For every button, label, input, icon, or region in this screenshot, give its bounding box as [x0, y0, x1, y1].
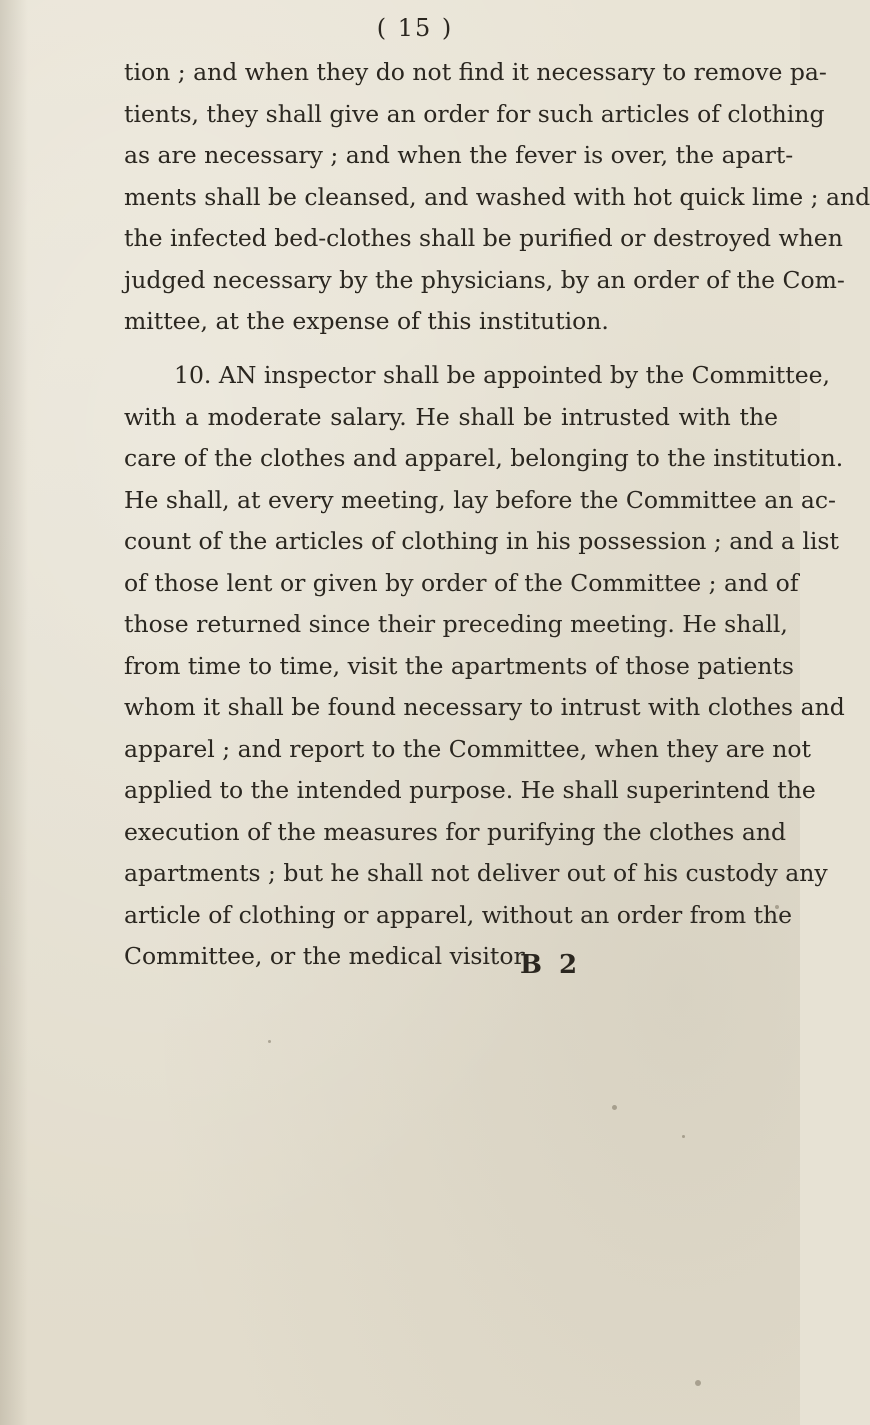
paper-speck [682, 1135, 685, 1138]
text-line: apartments ; but he shall not deliver out of his custody any [124, 859, 828, 887]
text-line: execution of the measures for purifying the clothes and [124, 817, 787, 846]
text-line: of those lent or given by order of the Committee ; and of [124, 568, 799, 597]
paragraph-continuation [124, 52, 870, 343]
paper-speck [775, 905, 779, 909]
text-line: 10. AN inspector shall be appointed by the Committee, [174, 361, 830, 389]
text-line: tion ; and when they do not find it necessary to remove pa- [124, 58, 827, 86]
text-line: Committee, or the medical visitor. [124, 942, 530, 970]
text-line: tients, they shall give an order for such articles of clothing [124, 99, 825, 128]
text-line: with a moderate salary. He shall be intrusted with the [124, 402, 778, 431]
text-line: mittee, at the expense of this institution. [124, 307, 609, 335]
page-number: ( 15 ) [376, 14, 454, 42]
text-line: applied to the intended purpose. He shall superintend the [124, 776, 816, 804]
text-line: whom it shall be found necessary to intrust with clothes and [124, 693, 845, 721]
text-line: apparel ; and report to the Committee, when they are not [124, 734, 811, 763]
text-line: as are necessary ; and when the fever is over, the apart- [124, 141, 794, 169]
text-line: article of clothing or apparel, without an order from the [124, 900, 793, 929]
text-line: count of the articles of clothing in his possession ; and a list [124, 527, 839, 555]
text-line: ments shall be cleansed, and washed with hot quick lime ; and [124, 182, 870, 211]
text-line: from time to time, visit the apartments of those patients [124, 651, 794, 680]
page-gutter-shadow [0, 0, 28, 1425]
paper-speck [612, 1105, 617, 1110]
signature-mark: B 2 [520, 950, 582, 980]
text-line: care of the clothes and apparel, belonging to the institution. [124, 444, 844, 472]
paper-speck [695, 1380, 701, 1386]
paragraph-rule-10 [124, 355, 845, 978]
text-line: He shall, at every meeting, lay before the Committee an ac- [124, 485, 836, 514]
paper-speck [268, 1040, 271, 1043]
text-line: judged necessary by the physicians, by an order of the Com- [124, 265, 845, 294]
text-line: those returned since their preceding meeting. He shall, [124, 610, 788, 638]
text-line: the infected bed-clothes shall be purified or destroyed when [124, 224, 843, 252]
